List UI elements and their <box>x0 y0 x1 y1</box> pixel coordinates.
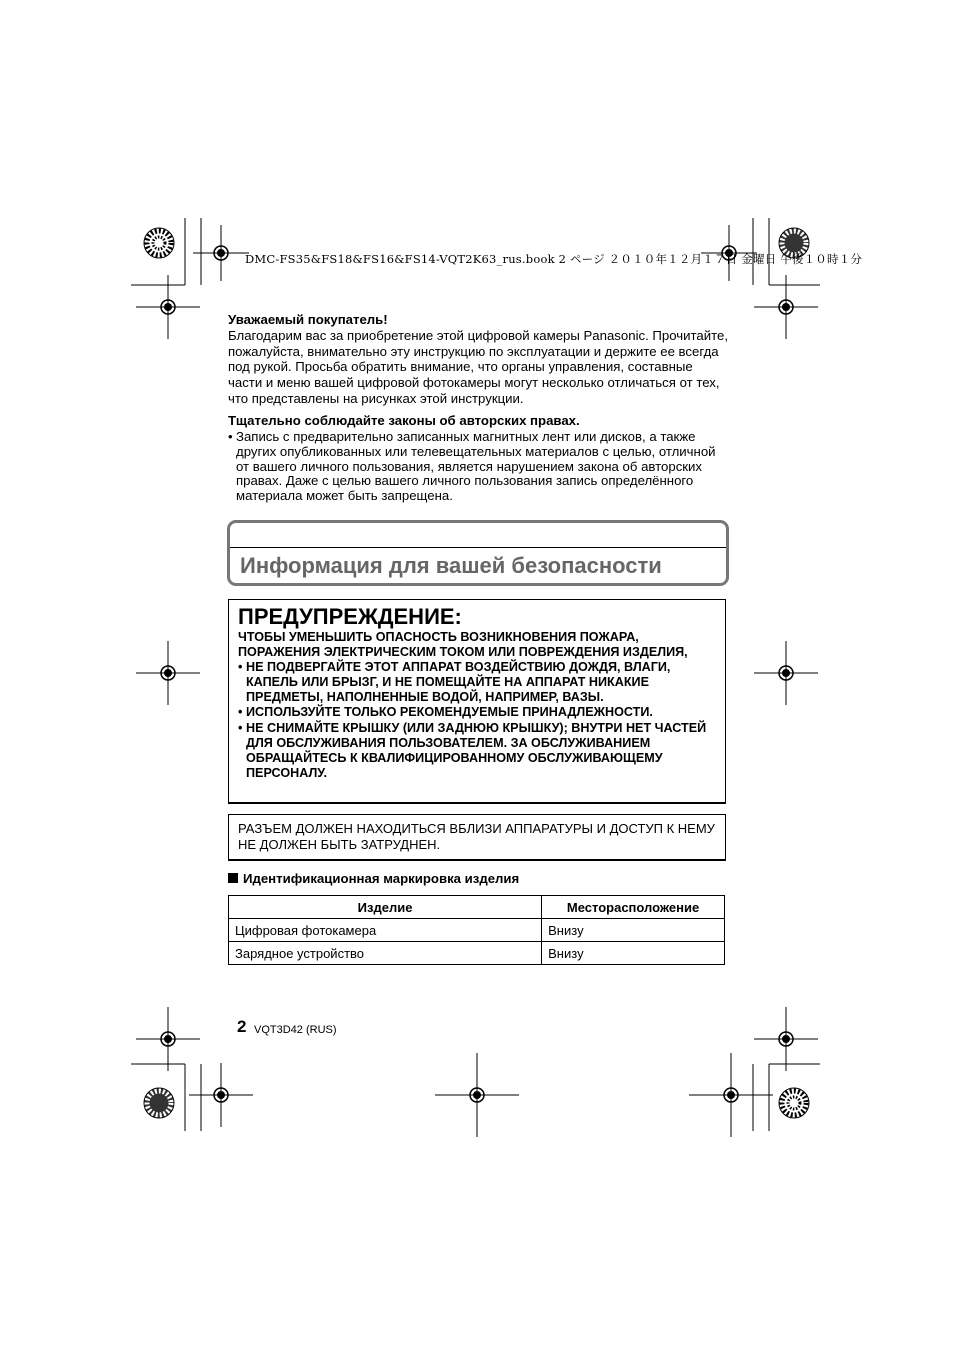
page-number: 2 <box>237 1017 247 1036</box>
safety-heading-box <box>227 520 729 586</box>
warning-item-text: ИСПОЛЬЗУЙТЕ ТОЛЬКО РЕКОМЕНДУЕМЫЕ ПРИНАДЛЕЖНОСТИ. <box>246 705 653 720</box>
crosshair-mark <box>754 1007 818 1071</box>
bullet: • <box>238 660 243 675</box>
registration-mark-top-left <box>144 228 174 258</box>
document-code: VQT3D42 (RUS) <box>254 1024 337 1036</box>
table-cell: Цифровая фотокамера <box>229 919 542 942</box>
column-header: Изделие <box>229 896 542 919</box>
identification-title: Идентификационная маркировка изделия <box>243 871 520 886</box>
crosshair-mark <box>136 641 200 705</box>
crosshair-mark <box>754 641 818 705</box>
table-row <box>229 919 725 942</box>
warning-body <box>238 630 718 781</box>
copyright-item <box>228 430 728 504</box>
plug-notice: РАЗЪЕМ ДОЛЖЕН НАХОДИТЬСЯ ВБЛИЗИ АППАРАТУРЫ И ДОСТУП К НЕМУ НЕ ДОЛЖЕН БЫТЬ ЗАТРУДНЕН. <box>238 821 715 852</box>
identification-table <box>228 895 725 965</box>
warning-item <box>238 721 718 781</box>
warning-item-text: НЕ ПОДВЕРГАЙТЕ ЭТОТ АППАРАТ ВОЗДЕЙСТВИЮ ДОЖДЯ, ВЛАГИ, КАПЕЛЬ ИЛИ БРЫЗГ, И НЕ ПОМЕЩАЙТЕ НА АППАРАТ НИКАКИЕ ПРЕДМЕТЫ, НАПОЛНЕННЫЕ ВОДОЙ, НАПРИМЕР, ВАЗЫ. <box>246 660 671 705</box>
bullet: • <box>238 705 243 720</box>
registration-mark-bottom-right <box>779 1088 809 1118</box>
square-bullet-icon <box>228 873 238 883</box>
section-title: Информация для вашей безопасности <box>240 553 662 578</box>
warning-box <box>228 599 726 804</box>
crosshair-mark <box>189 1063 253 1127</box>
plug-notice-box <box>228 814 726 861</box>
intro-paragraph: Благодарим вас за приобретение этой цифровой камеры Panasonic. Прочитайте, пожалуйста, внимательно эту инструкцию по эксплуатации и держите ее всегда под рукой. Просьба обратить внимание, что органы управления, составные части и меню вашей цифровой фотокамеры могут несколько отличаться от тех, что представлены на рисунках этой инструкции. <box>228 327 729 406</box>
column-header: Месторасположение <box>542 896 725 919</box>
table-cell: Внизу <box>542 919 725 942</box>
table-header-row <box>229 896 725 919</box>
warning-lead: ЧТОБЫ УМЕНЬШИТЬ ОПАСНОСТЬ ВОЗНИКНОВЕНИЯ ПОЖАРА, ПОРАЖЕНИЯ ЭЛЕКТРИЧЕСКИМ ТОКОМ ИЛИ ПОВРЕЖДЕНИЯ ИЗДЕЛИЯ, <box>238 630 688 660</box>
greeting: Уважаемый покупатель! <box>228 312 388 327</box>
bullet: • <box>228 429 233 444</box>
table-row <box>229 942 725 965</box>
warning-item-text: НЕ СНИМАЙТЕ КРЫШКУ (ИЛИ ЗАДНЮЮ КРЫШКУ); ВНУТРИ НЕТ ЧАСТЕЙ ДЛЯ ОБСЛУЖИВАНИЯ ПОЛЬЗОВАТЕЛЕМ. ЗА ОБСЛУЖИВАНИЕМ ОБРАЩАЙТЕСЬ К КВАЛИФИЦИРОВАННОМУ ОБСЛУЖИВАЮЩЕМУ ПЕРСОНАЛУ. <box>246 720 707 780</box>
warning-item <box>238 660 718 705</box>
identification-heading <box>228 871 519 886</box>
crosshair-mark <box>136 1007 200 1071</box>
copyright-text: Запись с предварительно записанных магнитных лент или дисков, а также других опубликованных или телевещательных материалов с целью, отличной от вашего личного пользования, является нарушением закона об авторских правах. Даже с целью вашего личного пользования запись определённого материала может быть запрещена. <box>236 429 716 504</box>
crosshair-mark <box>689 1053 773 1137</box>
file-header: DMC-FS35&FS18&FS16&FS14-VQT2K63_rus.book 2 ページ ２０１０年１２月１７日 金曜日 午後１０時１分 <box>245 252 863 266</box>
table-cell: Внизу <box>542 942 725 965</box>
crosshair-mark <box>435 1053 519 1137</box>
intro-section <box>228 312 728 407</box>
copyright-title: Тщательно соблюдайте законы об авторских правах. <box>228 413 580 428</box>
bullet: • <box>238 720 243 735</box>
table-cell: Зарядное устройство <box>229 942 542 965</box>
warning-title: ПРЕДУПРЕЖДЕНИЕ: <box>238 604 462 629</box>
registration-mark-bottom-left <box>144 1088 174 1118</box>
divider <box>230 547 726 548</box>
warning-item <box>238 705 718 720</box>
